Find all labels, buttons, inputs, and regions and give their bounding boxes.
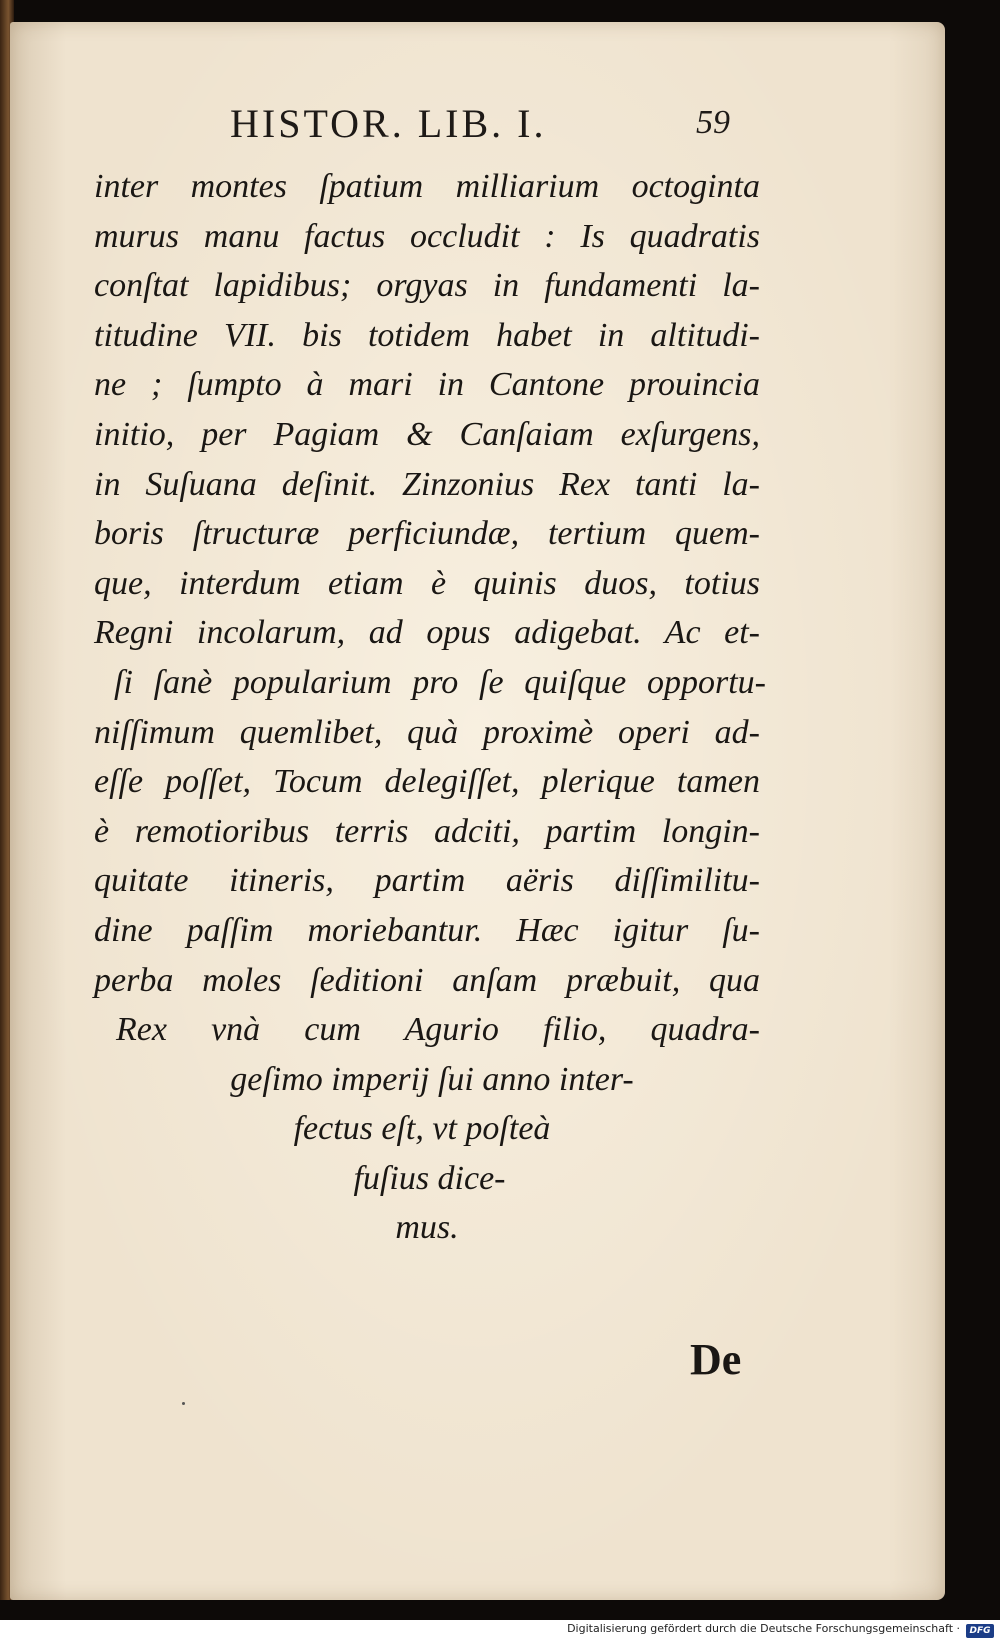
text-line: geſimo imperij ſui anno inter- xyxy=(230,1060,634,1098)
text-line: boris ſtructuræ perficiundæ, tertium quem- xyxy=(94,515,760,553)
text-line: mus. xyxy=(395,1209,459,1247)
text-line: initio, per Pagiam & Canſaiam exſurgens, xyxy=(94,415,760,453)
digitization-footer xyxy=(0,1620,1000,1642)
running-head: HISTOR. LIB. I. xyxy=(230,101,547,146)
text-line: ne ; ſumpto à mari in Cantone prouincia xyxy=(94,366,760,404)
text-line: niſſimum quemlibet, quà proximè operi ad- xyxy=(94,713,760,751)
text-line: Regni incolarum, ad opus adigebat. Ac et- xyxy=(94,614,760,652)
body-text xyxy=(94,162,766,1253)
text-line: in Suſuana deſinit. Zinzonius Rex tanti la- xyxy=(94,465,760,503)
text-line: inter montes ſpatium milliarium octoginta xyxy=(94,168,760,205)
text-line: conſtat lapidibus; orgyas in fundamenti la- xyxy=(94,267,760,305)
footer-credit: Digitalisierung gefördert durch die Deutsche Forschungsgemeinschaft · xyxy=(567,1622,960,1635)
text-line: fuſius dice- xyxy=(353,1159,506,1197)
text-line: titudine VII. bis totidem habet in altitudi- xyxy=(94,316,760,354)
text-line: que, interdum etiam è quinis duos, totius xyxy=(94,564,760,602)
page-header xyxy=(10,100,945,160)
text-line: Rex vnà cum Agurio filio, quadra- xyxy=(116,1011,760,1049)
text-line: quitate itineris, partim aëris diſſimilitu- xyxy=(94,862,760,900)
text-line: murus manu factus occludit : Is quadratis xyxy=(94,217,760,255)
text-line: dine paſſim moriebantur. Hæc igitur ſu- xyxy=(94,911,760,949)
text-line: ſi ſanè popularium pro ſe quiſque opportu- xyxy=(114,663,766,701)
paper-speck xyxy=(182,1402,185,1405)
catchword: De xyxy=(690,1335,742,1384)
text-line: eſſe poſſet, Tocum delegiſſet, plerique tamen xyxy=(94,763,760,801)
dfg-logo-icon: DFG xyxy=(966,1624,994,1638)
text-line: è remotioribus terris adciti, partim longin- xyxy=(94,812,760,850)
book-page xyxy=(10,22,945,1600)
text-line: fectus eſt, vt poſteà xyxy=(293,1110,551,1148)
text-line: perba moles ſeditioni anſam præbuit, qua xyxy=(94,961,760,999)
page-number: 59 xyxy=(696,104,730,141)
